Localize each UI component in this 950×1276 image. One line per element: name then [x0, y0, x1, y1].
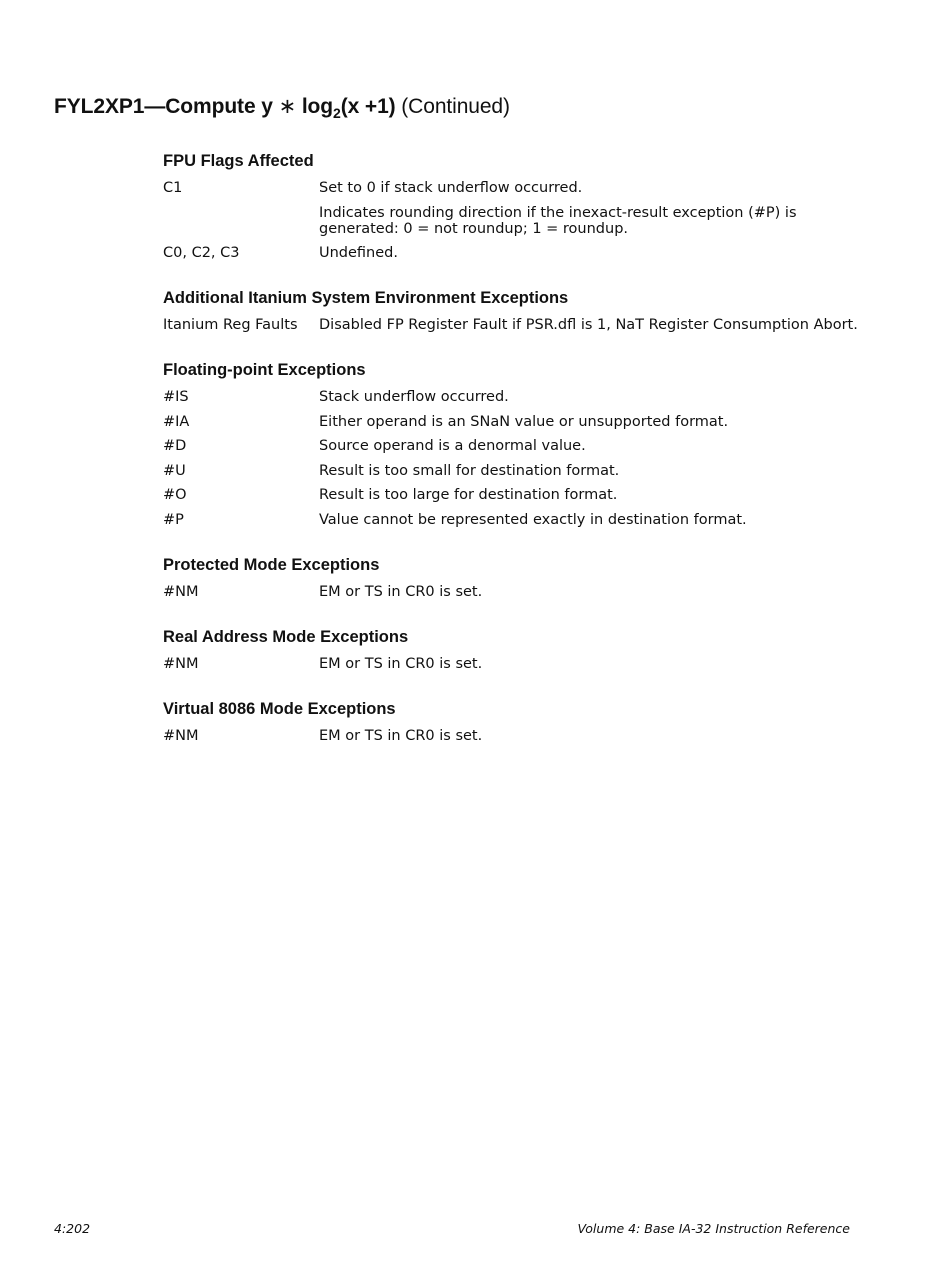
definition-row — [163, 728, 863, 744]
definition-description — [319, 245, 863, 261]
section — [163, 150, 863, 261]
section — [163, 287, 863, 333]
section — [163, 698, 863, 744]
section — [163, 626, 863, 672]
definition-row — [163, 389, 863, 405]
definition-row — [163, 656, 863, 672]
footer-page-number: 4:202 — [54, 1221, 91, 1236]
definition-term: #O — [163, 487, 187, 503]
definition-term: #P — [163, 511, 184, 528]
definition-description — [319, 728, 863, 744]
description-paragraph: Undefined. — [319, 245, 398, 261]
section-heading: Additional Itanium System Environment Exceptions — [163, 289, 569, 307]
description-paragraph: Result is too small for destination format. — [319, 462, 620, 479]
description-paragraph: Indicates rounding direction if the inexact-result exception (#P) is generated: 0 = not roundup; 1 = roundup. — [319, 204, 797, 237]
description-paragraph: Stack underflow occurred. — [319, 389, 509, 405]
description-paragraph: Result is too large for destination format. — [319, 487, 618, 503]
section-heading: FPU Flags Affected — [163, 152, 314, 170]
description-paragraph: EM or TS in CR0 is set. — [319, 727, 483, 744]
description-paragraph: EM or TS in CR0 is set. — [319, 655, 483, 672]
description-paragraph: Value cannot be represented exactly in destination format. — [319, 511, 747, 528]
definition-description — [319, 584, 863, 600]
definition-row — [163, 584, 863, 600]
description-paragraph: Source operand is a denormal value. — [319, 438, 586, 454]
title-log: log — [296, 95, 334, 118]
section-heading: Protected Mode Exceptions — [163, 555, 380, 574]
definition-row — [163, 487, 863, 503]
definition-term: #IS — [163, 389, 189, 405]
title-times: ∗ — [278, 95, 297, 118]
definition-description — [319, 317, 863, 333]
description-paragraph: Either operand is an SNaN value or unsupported format. — [319, 413, 729, 430]
section — [163, 359, 863, 528]
definition-term: #NM — [163, 583, 199, 600]
section — [163, 554, 863, 600]
definition-term: #IA — [163, 413, 190, 430]
definition-description — [319, 512, 863, 528]
definition-row — [163, 180, 863, 237]
description-paragraph: EM or TS in CR0 is set. — [319, 583, 483, 600]
document-body — [163, 150, 863, 770]
definition-term: C1 — [163, 180, 183, 196]
definition-row — [163, 414, 863, 430]
definition-term: C0, C2, C3 — [163, 245, 240, 261]
definition-description — [319, 463, 863, 479]
definition-row — [163, 463, 863, 479]
footer-volume-title: Volume 4: Base IA-32 Instruction Reference — [577, 1221, 850, 1236]
section-heading: Virtual 8086 Mode Exceptions — [163, 699, 396, 718]
section-heading: Real Address Mode Exceptions — [163, 627, 409, 646]
definition-term: #U — [163, 462, 186, 479]
definition-row — [163, 438, 863, 454]
description-paragraph: Set to 0 if stack underflow occurred. — [319, 180, 583, 196]
definition-description — [319, 487, 863, 503]
definition-term: #D — [163, 438, 187, 454]
section-heading: Floating-point Exceptions — [163, 361, 366, 379]
title-arg: (x +1) — [340, 95, 396, 118]
title-main: FYL2XP1—Compute y — [54, 95, 279, 118]
definition-row — [163, 317, 863, 333]
definition-description — [319, 389, 863, 405]
definition-description — [319, 414, 863, 430]
definition-term: #NM — [163, 655, 199, 672]
title-subscript: 2 — [333, 105, 341, 121]
definition-description — [319, 656, 863, 672]
definition-term: #NM — [163, 727, 199, 744]
definition-description — [319, 180, 863, 237]
definition-row — [163, 245, 863, 261]
title-continued: (Continued) — [395, 95, 510, 118]
page-title — [54, 94, 510, 119]
description-paragraph: Disabled FP Register Fault if PSR.dfl is 1, NaT Register Consumption Abort. — [319, 317, 858, 333]
definition-term: Itanium Reg Faults — [163, 317, 298, 333]
definition-description — [319, 438, 863, 454]
definition-row — [163, 512, 863, 528]
